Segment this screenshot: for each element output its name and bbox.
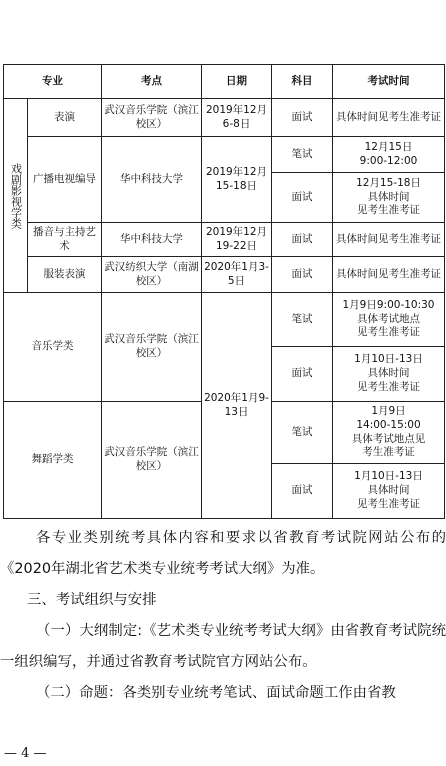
date-music-dance: 2020年1月9-13日 (202, 293, 272, 519)
table-row (4, 257, 445, 293)
time-guangbo-interview (333, 173, 445, 223)
date-guangbo: 2019年12月15-18日 (202, 137, 272, 223)
table-row (4, 99, 445, 137)
date-fuzhuang: 2020年1月3-5日 (202, 257, 272, 293)
table-header-row (4, 65, 445, 99)
time-yinyue-interview (333, 347, 445, 402)
category-drama-label: 戏剧影视学类 (9, 162, 23, 229)
paragraph-outline-compilation: （一）大纲制定:《艺术类专业统考考试大纲》由省教育考试院统一组织编写，并通过省教育考试院官方网站公布。 (0, 623, 446, 670)
subject-wudao-written: 笔试 (272, 402, 333, 464)
exam-schedule-table (3, 64, 445, 519)
subject-boyin: 面试 (272, 223, 333, 257)
site-biaoyan: 武汉音乐学院（滨江校区） (102, 99, 202, 137)
time-yinyue-written (333, 293, 445, 347)
time-line: 具体时间 (367, 190, 410, 203)
subject-biaoyan: 面试 (272, 99, 333, 137)
subject-yinyue-written: 笔试 (272, 293, 333, 347)
time-line: 见考生准考证 (357, 380, 420, 393)
time-wudao-written (333, 402, 445, 464)
time-line: 见考生准考证 (357, 326, 420, 339)
header-site: 考点 (102, 65, 202, 99)
date-biaoyan: 2019年12月6-8日 (202, 99, 272, 137)
major-yinyue: 音乐学类 (4, 293, 102, 402)
time-line: 12月15-18日 (356, 176, 421, 189)
time-line: 具体时间 (367, 484, 410, 497)
time-line: 1月9日 (371, 404, 406, 417)
date-boyin: 2019年12月19-22日 (202, 223, 272, 257)
time-line: 1月10日-13日 (354, 470, 423, 483)
major-boyin: 播音与主持艺术 (28, 223, 102, 257)
time-guangbo-written (333, 137, 445, 173)
time-line: 具体时间 (367, 367, 410, 380)
subject-wudao-interview: 面试 (272, 464, 333, 519)
header-date: 日期 (202, 65, 272, 99)
table-row (4, 223, 445, 257)
site-wudao: 武汉音乐学院（滨江校区） (102, 402, 202, 519)
table-row (4, 293, 445, 347)
major-wudao: 舞蹈学类 (4, 402, 102, 519)
site-yinyue: 武汉音乐学院（滨江校区） (102, 293, 202, 402)
subject-yinyue-interview: 面试 (272, 347, 333, 402)
category-drama (4, 99, 28, 293)
time-line: 具体考试地点 (357, 312, 420, 325)
table-row (4, 137, 445, 173)
paragraph-proposition: （二）命题：各类别专业统考笔试、面试命题工作由省教 (36, 685, 396, 701)
time-fuzhuang: 具体时间见考生准考证 (333, 257, 445, 293)
header-time: 考试时间 (333, 65, 445, 99)
time-boyin: 具体时间见考生准考证 (333, 223, 445, 257)
site-fuzhuang: 武汉纺织大学（南湖校区） (102, 257, 202, 293)
major-guangbo: 广播电视编导 (28, 137, 102, 223)
time-line: 1月10日-13日 (354, 353, 423, 366)
header-subject: 科目 (272, 65, 333, 99)
subject-guangbo-written: 笔试 (272, 137, 333, 173)
site-boyin: 华中科技大学 (102, 223, 202, 257)
time-line: 考生准考证 (362, 446, 415, 459)
site-guangbo: 华中科技大学 (102, 137, 202, 223)
page-number: — 4 — (4, 746, 47, 761)
time-biaoyan: 具体时间见考生准考证 (333, 99, 445, 137)
time-line: 1月9日9:00-10:30 (342, 298, 435, 311)
time-wudao-interview (333, 464, 445, 519)
time-line: 见考生准考证 (357, 204, 420, 217)
time-line: 具体考试地点见 (351, 432, 426, 445)
section-heading-organization: 三、考试组织与安排 (27, 592, 157, 608)
major-biaoyan: 表演 (28, 99, 102, 137)
subject-guangbo-interview: 面试 (272, 173, 333, 223)
paragraph-outline-note: 各专业类别统考具体内容和要求以省教育考试院网站公布的《2020年湖北省艺术类专业统考考试大纲》为准。 (0, 530, 446, 577)
time-line: 9:00-12:00 (359, 154, 418, 167)
time-line: 14:00-15:00 (356, 418, 421, 431)
time-line: 12月15日 (364, 140, 413, 153)
time-line: 见考生准考证 (357, 497, 420, 510)
major-fuzhuang: 服装表演 (28, 257, 102, 293)
header-major: 专业 (4, 65, 102, 99)
subject-fuzhuang: 面试 (272, 257, 333, 293)
